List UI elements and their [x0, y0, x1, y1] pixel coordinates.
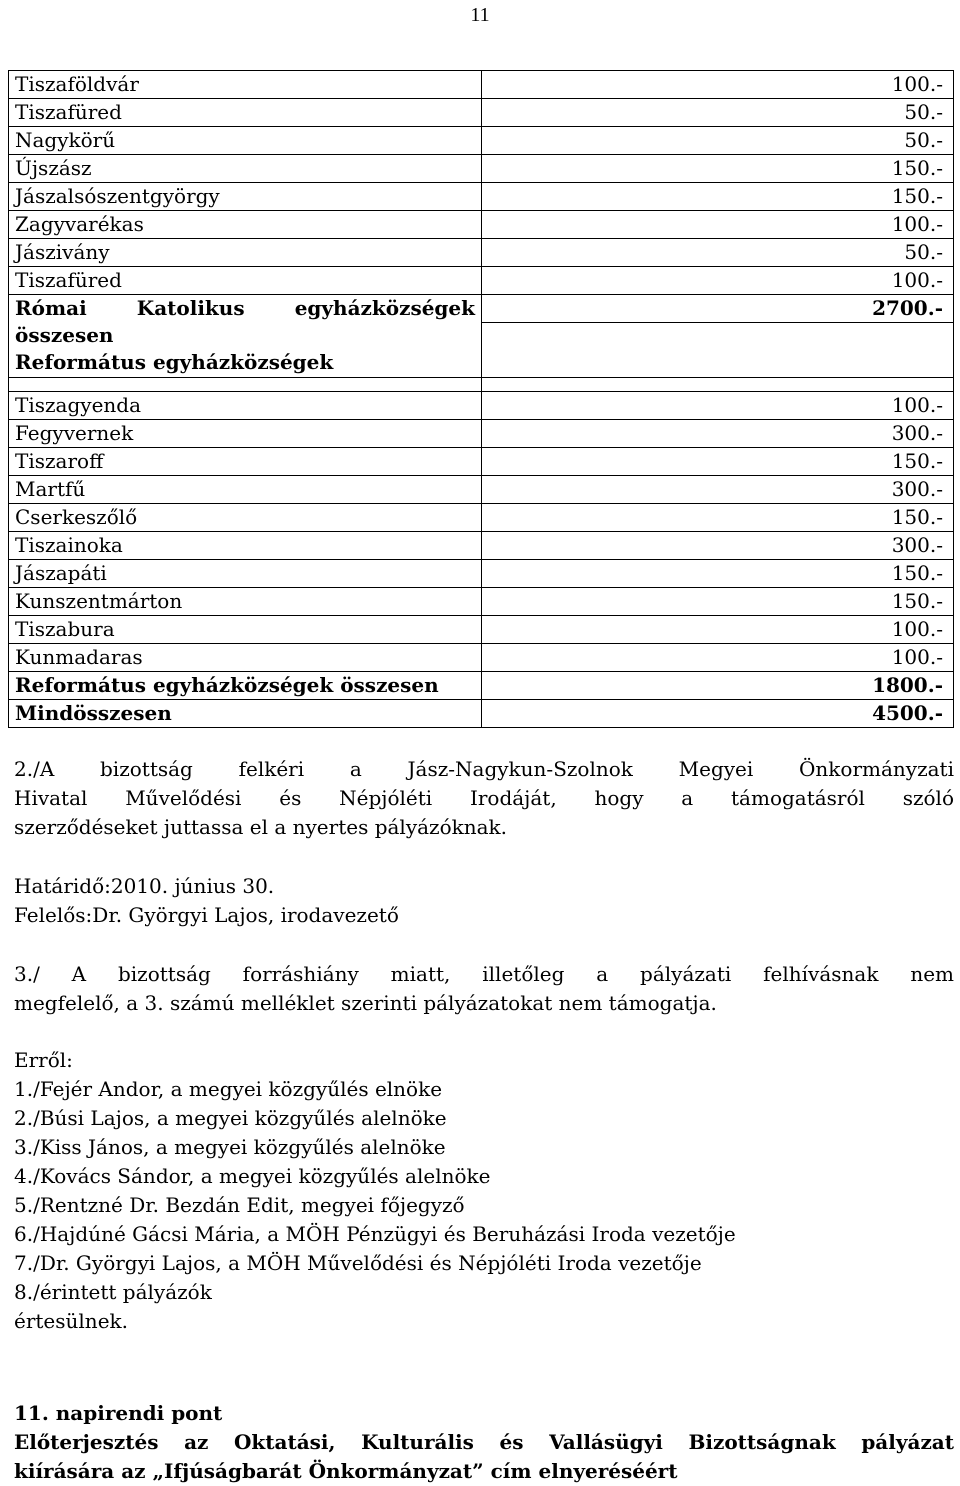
rk-parish-value: 100.- — [482, 267, 954, 295]
ref-total-label: Református egyházközségek összesen — [9, 672, 482, 700]
table-row — [9, 211, 954, 239]
ref-parish-value: 100.- — [482, 616, 954, 644]
section-2-meta — [14, 872, 954, 930]
ref-total-row — [9, 672, 954, 700]
grand-total-value: 4500.- — [482, 700, 954, 728]
rk-parish-value: 100.- — [482, 211, 954, 239]
table-row — [9, 420, 954, 448]
rk-parish-value: 50.- — [482, 99, 954, 127]
ref-parish-name: Tiszagyenda — [9, 392, 482, 420]
table-row — [9, 644, 954, 672]
ref-parish-value: 150.- — [482, 588, 954, 616]
agenda-line2: kiírására az „Ifjúságbarát Önkormányzat” cím elnyeréséért — [14, 1459, 678, 1483]
table-row — [9, 532, 954, 560]
list-item: 4./Kovács Sándor, a megyei közgyűlés alelnöke — [14, 1164, 491, 1188]
rk-parish-name: Tiszaföldvár — [9, 71, 482, 99]
ref-parish-name: Tiszainoka — [9, 532, 482, 560]
table-row — [9, 183, 954, 211]
table-row — [9, 99, 954, 127]
ref-parish-name: Tiszaroff — [9, 448, 482, 476]
page-number: 11 — [470, 4, 490, 26]
notify-list — [14, 1046, 954, 1336]
ref-parish-name: Martfű — [9, 476, 482, 504]
ref-parish-value: 300.- — [482, 532, 954, 560]
deadline: Határidő:2010. június 30. — [14, 874, 275, 898]
rk-parish-value: 150.- — [482, 155, 954, 183]
table-row — [9, 267, 954, 295]
section2-line2: Hivatal Művelődési és Népjóléti Irodáját, hogy a támogatásról szóló — [14, 786, 954, 810]
table-row — [9, 239, 954, 267]
ref-parish-value: 150.- — [482, 560, 954, 588]
agenda-line1: Előterjesztés az Oktatási, Kulturális és Vallásügyi Bizottságnak pályázat — [14, 1430, 954, 1454]
ref-header-value-empty — [482, 323, 954, 378]
table-row — [9, 504, 954, 532]
rk-parish-name: Nagykörű — [9, 127, 482, 155]
rk-parish-value: 150.- — [482, 183, 954, 211]
section2-line3: szerződéseket juttassa el a nyertes pályázóknak. — [14, 815, 508, 839]
section-3 — [14, 960, 954, 1018]
table-row — [9, 155, 954, 183]
list-item: 3./Kiss János, a megyei közgyűlés alelnöke — [14, 1135, 446, 1159]
list-item: 6./Hajdúné Gácsi Mária, a MÖH Pénzügyi és Beruházási Iroda vezetője — [14, 1222, 736, 1246]
ref-parish-name: Cserkeszőlő — [9, 504, 482, 532]
rk-total-label-line2: összesen — [15, 323, 114, 347]
list-item: 7./Dr. Györgyi Lajos, a MÖH Művelődési és Népjóléti Iroda vezetője — [14, 1251, 702, 1275]
ref-parish-value: 300.- — [482, 420, 954, 448]
ref-header-label: Református egyházközségek — [15, 350, 334, 374]
rk-total-label-line1: Római Katolikus egyházközségek — [15, 296, 475, 320]
rk-total-row — [9, 295, 954, 323]
table-row — [9, 127, 954, 155]
ref-parish-name: Fegyvernek — [9, 420, 482, 448]
agenda-title: 11. napirendi pont — [14, 1401, 223, 1425]
section-2 — [14, 755, 954, 842]
list-item: 5./Rentzné Dr. Bezdán Edit, megyei főjegyző — [14, 1193, 465, 1217]
rk-parish-name: Zagyvarékas — [9, 211, 482, 239]
rk-parish-name: Újszász — [9, 155, 482, 183]
ref-parish-value: 100.- — [482, 392, 954, 420]
table-row — [9, 616, 954, 644]
rk-parish-value: 50.- — [482, 127, 954, 155]
ref-parish-name: Kunszentmárton — [9, 588, 482, 616]
grand-total-row — [9, 700, 954, 728]
notify-closing: értesülnek. — [14, 1309, 129, 1333]
section3-line1: 3./ A bizottság forráshiány miatt, illetőleg a pályázati felhívásnak nem — [14, 962, 954, 986]
ref-parish-value: 150.- — [482, 448, 954, 476]
notify-heading: Erről: — [14, 1048, 73, 1072]
ref-parish-value: 300.- — [482, 476, 954, 504]
rk-parish-name: Jászalsószentgyörgy — [9, 183, 482, 211]
rk-total-value: 2700.- — [482, 295, 954, 323]
rk-parish-name: Jászivány — [9, 239, 482, 267]
table-row — [9, 476, 954, 504]
responsible: Felelős:Dr. Györgyi Lajos, irodavezető — [14, 903, 399, 927]
list-item: 8./érintett pályázók — [14, 1280, 212, 1304]
table-row — [9, 560, 954, 588]
table-row — [9, 588, 954, 616]
list-item: 2./Búsi Lajos, a megyei közgyűlés alelnöke — [14, 1106, 447, 1130]
section3-line2: megfelelő, a 3. számú melléklet szerinti pályázatokat nem támogatja. — [14, 991, 717, 1015]
ref-parish-name: Kunmadaras — [9, 644, 482, 672]
ref-parish-value: 150.- — [482, 504, 954, 532]
rk-parish-value: 100.- — [482, 71, 954, 99]
grand-total-label: Mindösszesen — [9, 700, 482, 728]
ref-total-value: 1800.- — [482, 672, 954, 700]
table-row — [9, 448, 954, 476]
rk-parish-value: 50.- — [482, 239, 954, 267]
agenda-item — [14, 1399, 954, 1486]
ref-parish-name: Tiszabura — [9, 616, 482, 644]
list-item: 1./Fejér Andor, a megyei közgyűlés elnöke — [14, 1077, 443, 1101]
ref-parish-name: Jászapáti — [9, 560, 482, 588]
rk-parish-name: Tiszafüred — [9, 99, 482, 127]
section2-line1: 2./A bizottság felkéri a Jász-Nagykun-Szolnok Megyei Önkormányzati — [14, 757, 954, 781]
ref-rows — [9, 392, 954, 672]
rk-rows — [9, 71, 954, 295]
rk-parish-name: Tiszafüred — [9, 267, 482, 295]
ref-parish-value: 100.- — [482, 644, 954, 672]
table-row — [9, 392, 954, 420]
table-row — [9, 71, 954, 99]
grants-table — [8, 70, 954, 728]
